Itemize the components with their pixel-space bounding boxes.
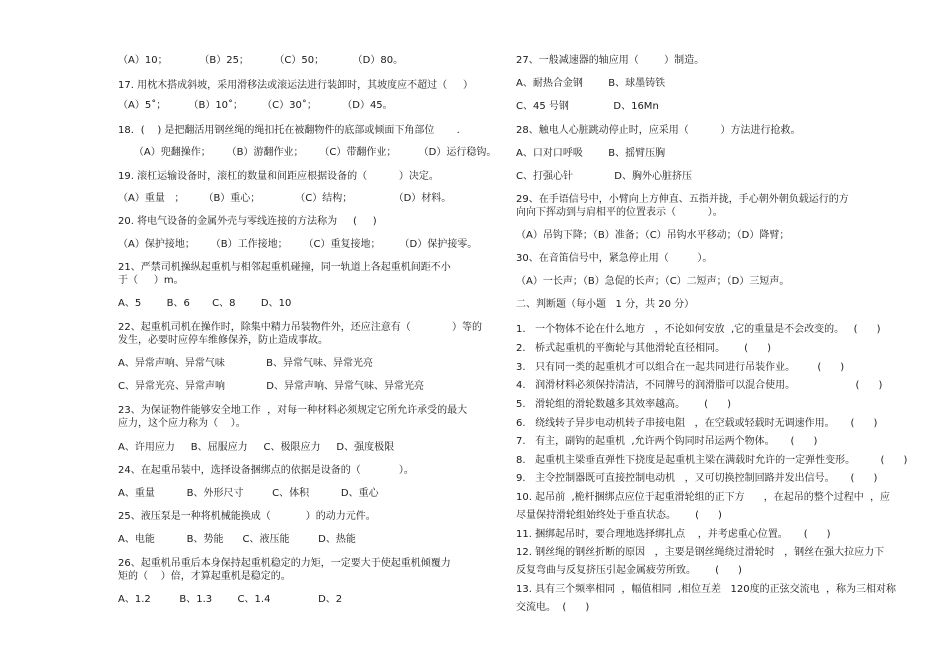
question-line: A、许用应力 B、屈服应力 C、极限应力 D、强度极限 [118, 442, 395, 453]
question-line: 应力，这个应力称为（ ）。 [118, 418, 246, 429]
question-line: 1. 一个物体不论在什么地方 ，不论如何安放 ,它的重量是不会改变的。 ( ) [516, 324, 881, 335]
question-line: C、打强心针 D、胸外心脏挤压 [516, 171, 693, 182]
question-line: 2. 桥式起重机的平衡轮与其他滑轮直径相同。 ( ) [516, 343, 772, 354]
question-line: 3. 只有同一类的起重机才可以组合在一起共同进行吊装作业。 ( ) [516, 362, 845, 373]
question-line: 4. 润滑材料必须保持清洁，不同牌号的润滑脂可以混合使用。 ( ) [516, 380, 883, 391]
question-line: 5. 滑轮组的滑轮数越多其效率越高。 ( ) [516, 399, 732, 410]
question-line: 矩的（ ）倍，才算起重机是稳定的。 [118, 571, 291, 582]
question-line: C、异常光亮、异常声响 D、异常声响、异常气味、异常光亮 [118, 381, 425, 392]
question-line: 反复弯曲与反复挤压引起金属疲劳所致。 ( ) [516, 565, 742, 576]
question-line: 25、液压泵是一种将机械能换成（ ）的动力元件。 [118, 511, 376, 522]
question-line: （A）一长声；（B）急促的长声；（C）二短声；（D）三短声。 [516, 276, 790, 287]
question-line: 7. 有主，副钩的起重机 ,允许两个钩同时吊运两个物体。 ( ) [516, 436, 818, 447]
question-line: 20. 将电气设备的金属外壳与零线连接的方法称为 ( ) [118, 216, 377, 227]
question-line: 29、在手语信号中，小臂向上方伸直、五指并拢，手心朝外朝负载运行的方 [516, 194, 849, 205]
question-line: 27、一般减速器的轴应用（ ）制造。 [516, 55, 705, 66]
question-line: 6. 绕线转子异步电动机转子串接电阻 ，在空载或轻载时无调速作用。 ( ) [516, 418, 878, 429]
question-line: 12. 钢丝绳的钢丝折断的原因 ，主要是钢丝绳绕过滑轮时 ，钢丝在强大拉应力下 [516, 547, 885, 558]
question-line: （A）10； （B）25； （C）50； （D）80。 [118, 55, 404, 66]
question-line: 28、触电人心脏跳动停止时，应采用（ ）方法进行抢救。 [516, 125, 801, 136]
question-line: 17. 用枕木搭成斜坡，采用滑移法或滚运法进行装卸时，其坡度应不超过（ ） [118, 80, 473, 91]
question-line: C、45 号钢 D、16Mn [516, 101, 659, 112]
question-line: 26、起重机吊重后本身保持起重机稳定的力矩，一定要大于使起重机倾覆力 [118, 558, 451, 569]
question-line: （A）5˚； （B）10˚； （C）30˚； （D）45。 [118, 100, 393, 111]
question-line: A、1.2 B、1.3 C、1.4 D、2 [118, 594, 343, 605]
question-line: 10. 起吊前 ,桅杆捆绑点应位于起重滑轮组的正下方 ，在起吊的整个过程中 ，应 [516, 492, 891, 503]
question-line: A、电能 B、势能 C、液压能 D、热能 [118, 534, 356, 545]
question-line: 19. 滚杠运输设备时，滚杠的数量和间距应根据设备的（ ）决定。 [118, 171, 439, 182]
question-line: 9. 主令控制器既可直接控制电动机 ，又可切换控制回路并发出信号。 ( ) [516, 473, 878, 484]
question-line: 30、在音笛信号中，紧急停止用（ ）。 [516, 253, 713, 264]
question-line: （A）保护接地； （B）工作接地； （C）重复接地； （D）保护接零。 [118, 239, 478, 250]
question-line: 21、严禁司机操纵起重机与相邻起重机碰撞，同一轨道上各起重机间距不小 [118, 262, 451, 273]
question-line: 23、为保证物件能够安全地工作 ，对每一种材料必须规定它所允许承受的最大 [118, 405, 468, 416]
question-line: 尽量保持滑轮组始终处于垂直状态。 ( ) [516, 510, 722, 521]
question-line: 18．( ) 是把翻活用钢丝绳的绳扣托在被翻物件的底部或倾面下角部位 . [118, 125, 460, 136]
question-line: A、重量 B、外形尺寸 C、体积 D、重心 [118, 488, 379, 499]
question-line: A、异常声响、异常气味 B、异常气味、异常光亮 [118, 358, 374, 369]
question-line: 8. 起重机主梁垂直弹性下挠度是起重机主梁在满载时允许的一定弹性变形。 ( ) [516, 455, 908, 466]
question-line: 24、在起重吊装中，选择设备捆绑点的依据是设备的（ ）。 [118, 465, 414, 476]
question-line: A、口对口呼吸 B、摇臂压胸 [516, 148, 666, 159]
question-line: A、耐热合金钢 B、球墨铸铁 [516, 78, 666, 89]
question-line: 于（ ）m。 [118, 275, 184, 286]
question-line: （A）吊钩下降；（B）准备；（C）吊钩水平移动；（D）降臂； [516, 230, 790, 241]
question-line: 发生，必要时应停车维修保养，防止造成事故。 [118, 335, 328, 346]
question-line: 11. 捆绑起吊时，要合理地选择绑扎点 ，并考虑重心位置。 ( ) [516, 529, 831, 540]
question-line: A、5 B、6 C、8 D、10 [118, 298, 292, 309]
question-line: 二、判断题（每小题 1 分，共 20 分） [516, 299, 695, 310]
question-line: 交流电。 ( ) [516, 602, 590, 613]
question-line: 22、起重机司机在操作时，除集中精力吊装物件外，还应注意有（ ）等的 [118, 322, 483, 333]
question-line: （A）兜翻操作； （B）游翻作业； （C）带翻作业； （D）运行稳钩。 [118, 147, 497, 158]
question-line: 向向下挥动到与肩相平的位置表示（ ）。 [516, 207, 723, 218]
question-line: （A）重量 ； （B）重心； （C）结构； （D）材料。 [118, 193, 452, 204]
question-line: 13. 具有三个频率相同 ，幅值相同 ,相位互差 120度的正弦交流电 ，称为三相对称 [516, 584, 896, 595]
